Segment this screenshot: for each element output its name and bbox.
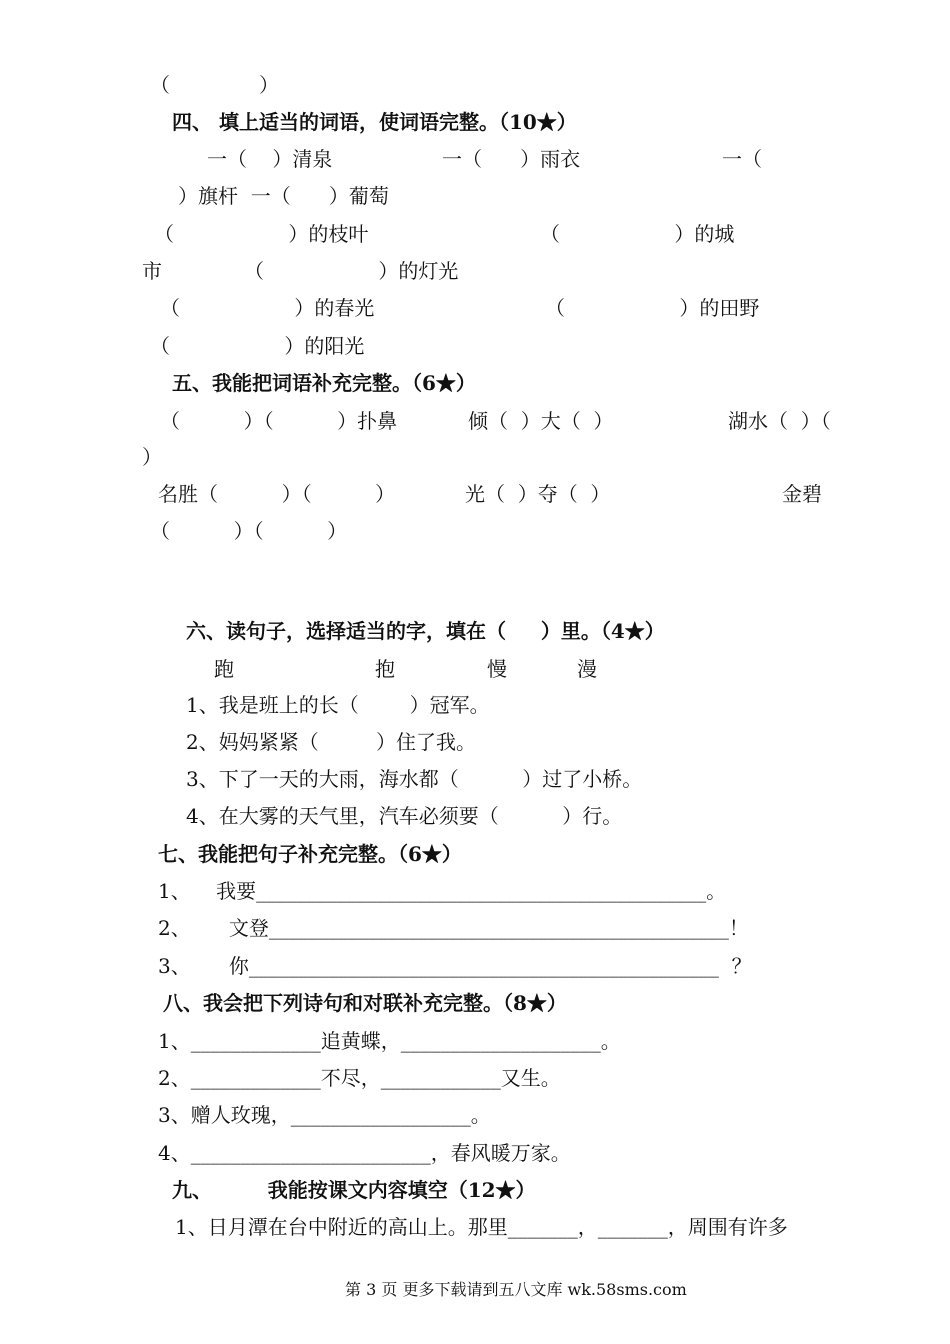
question: 2、_____________不尽，____________又生。 [158, 1066, 561, 1090]
fill-blank-item: 倾（ ）大（ ） [468, 409, 614, 433]
question: 1、_____________追黄蝶，____________________。 [158, 1029, 621, 1053]
fill-blank-item: （ ）（ ） [150, 519, 348, 543]
fill-blank-item: （ ）的灯光 [244, 259, 459, 283]
text-line: （ ） [150, 73, 280, 97]
section-4-heading: 四、 填上适当的词语，使词语完整。（10★） [172, 110, 577, 134]
question: 1、 我要_____________________________________________。 [158, 879, 727, 903]
section-7-heading: 七、我能把句子补充完整。（6★） [158, 842, 462, 866]
word-choice: 抱 [375, 657, 395, 681]
section-9-heading: 九、 我能按课文内容填空（12★） [172, 1178, 536, 1202]
fill-blank-item: 湖水（ ）（ [728, 409, 831, 433]
fill-blank-item: 金碧 [782, 482, 822, 506]
question: 1、日月潭在台中附近的高山上。那里_______，_______，周围有许多 [175, 1215, 788, 1239]
question: 3、下了一天的大雨，海水都（ ）过了小桥。 [186, 767, 643, 791]
section-5-heading: 五、我能把词语补充完整。（6★） [172, 371, 476, 395]
fill-blank-item: （ ）的枝叶 [154, 222, 369, 246]
question: 3、 你_______________________________________________ ？ [158, 954, 752, 978]
fill-blank-item: ）旗杆 一（ ）葡萄 [178, 184, 389, 208]
word-choice: 跑 [214, 657, 234, 681]
fill-blank-item: （ ）（ ）扑鼻 [160, 409, 398, 433]
question: 4、在大雾的天气里，汽车必须要（ ）行。 [186, 804, 623, 828]
fill-blank-item: 一（ ）清泉 [207, 147, 333, 171]
fill-blank-item: 名胜（ ）（ ） [158, 482, 396, 506]
question: 2、妈妈紧紧（ ）住了我。 [186, 730, 476, 754]
page-footer: 第 3 页 更多下载请到五八文库 wk.58sms.com [345, 1280, 687, 1299]
section-6-heading: 六、读句子，选择适当的字，填在（ ）里。（4★） [186, 619, 665, 643]
word-choice: 慢 [487, 657, 507, 681]
fill-blank-item: 光（ ）夺（ ） [465, 482, 611, 506]
question: 3、赠人玫瑰，__________________。 [158, 1103, 491, 1127]
fill-blank-item: （ ）的田野 [545, 296, 760, 320]
question: 1、我是班上的长（ ）冠军。 [186, 693, 490, 717]
section-8-heading: 八、我会把下列诗句和对联补充完整。（8★） [163, 991, 567, 1015]
word-choice: 漫 [577, 657, 597, 681]
fill-blank-item: （ ）的阳光 [150, 334, 365, 358]
fill-blank-item: 一（ ）雨衣 [442, 147, 581, 171]
fill-blank-item: ） [142, 445, 162, 469]
fill-blank-item: （ ）的春光 [160, 296, 375, 320]
fill-blank-item: 市 [142, 259, 162, 283]
question: 4、________________________，春风暖万家。 [158, 1141, 571, 1165]
fill-blank-item: 一（ [722, 147, 762, 171]
question: 2、 文登______________________________________________！ [158, 916, 749, 940]
fill-blank-item: （ ）的城 [540, 222, 735, 246]
